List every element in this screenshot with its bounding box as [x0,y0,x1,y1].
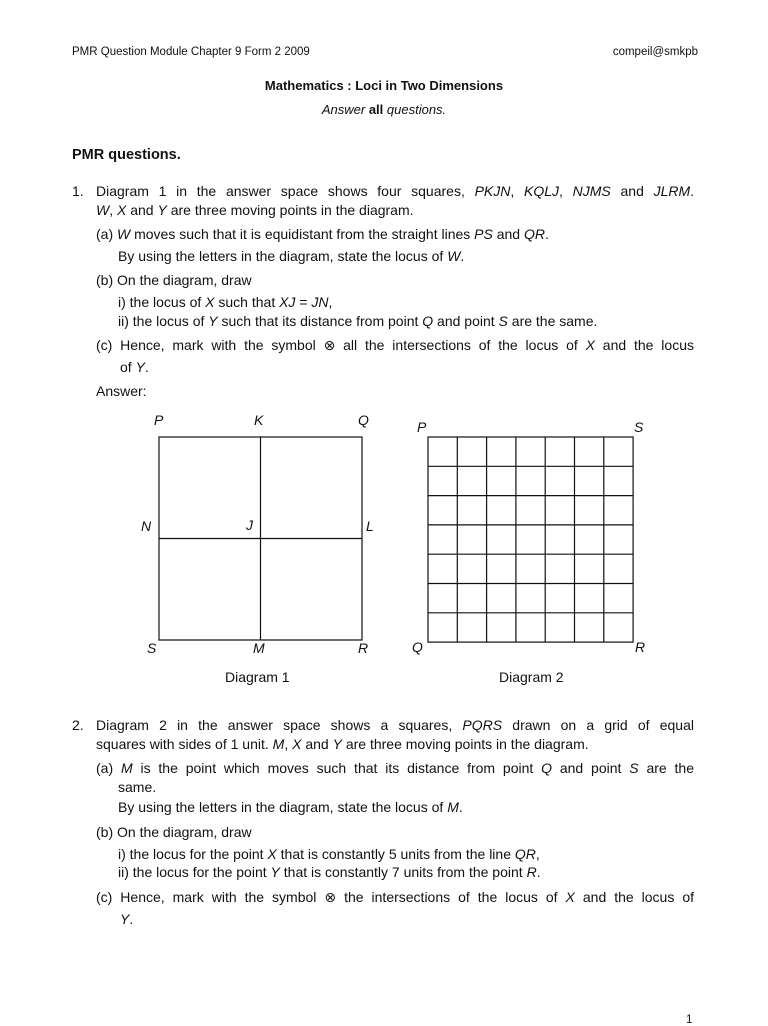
q2-part-b-line: (b) On the diagram, draw [96,824,252,840]
q2-part-c-line2: Y. [120,911,134,927]
q1-intro-line2: W, X and Y are three moving points in the diagram. [96,202,414,218]
diagram2-label-r: R [635,639,646,655]
diagram2-label-p: P [417,419,427,435]
q2-part-a-line1: (a) M is the point which moves such that its distance from point Q and point S are the [96,760,694,776]
q2-intro-line1: Diagram 2 in the answer space shows a squares, PQRS drawn on a grid of equal [96,717,694,733]
header-right: compeil@smkpb [612,46,698,58]
answer-label: Answer: [96,383,147,399]
diagram1-caption: Diagram 1 [225,669,290,685]
diagram2-grid [428,437,633,642]
q1-part-b-line: (b) On the diagram, draw [96,272,252,288]
q2-part-b-i: i) the locus for the point X that is constantly 5 units from the line QR, [118,846,540,862]
page-subtitle: Answer all questions. [321,102,447,117]
q2-part-b-ii: ii) the locus for the point Y that is constantly 7 units from the point R. [118,864,541,880]
diagram1-label-s: S [147,640,157,656]
diagram2-label-q: Q [412,639,423,655]
q2-intro-line2: squares with sides of 1 unit. M, X and Y are three moving points in the diagram. [96,736,589,752]
q1-part-c-line1: (c) Hence, mark with the symbol ⊗ all the intersections of the locus of X and the locus [96,337,694,353]
q2-part-a-line3: By using the letters in the diagram, state the locus of M. [118,799,463,815]
q1-part-b-i: i) the locus of X such that XJ = JN, [118,294,333,310]
header-left: PMR Question Module Chapter 9 Form 2 2009 [72,46,310,58]
diagram1-label-p: P [154,412,164,428]
diagram1-label-r: R [358,640,369,656]
diagram1-label-k: K [254,412,264,428]
q2-part-c-line1: (c) Hence, mark with the symbol ⊗ the intersections of the locus of X and the locus of [96,889,694,905]
q1-part-a-line2: By using the letters in the diagram, state the locus of W. [118,248,465,264]
q1-part-b-ii: ii) the locus of Y such that its distance from point Q and point S are the same. [118,313,598,329]
page-number: 1 [686,1014,693,1026]
q2-part-a-line2: same. [118,779,157,795]
q1-intro-line1: Diagram 1 in the answer space shows four squares, PKJN, KQLJ, NJMS and JLRM. [96,183,695,199]
diagram1-label-m: M [253,640,265,656]
section-heading: PMR questions. [72,147,181,163]
diagram1-label-q: Q [358,412,369,428]
q1-part-a-line1: (a) W moves such that it is equidistant from the straight lines PS and QR. [96,226,549,242]
diagram2-label-s: S [634,419,644,435]
q1-number: 1. [72,183,84,199]
diagram1-label-l: L [366,518,374,534]
page-title: Mathematics : Loci in Two Dimensions [264,78,504,93]
q2-number: 2. [72,717,84,733]
diagram1-label-n: N [141,518,152,534]
q1-part-c-line2: of Y. [120,359,149,375]
diagram2-caption: Diagram 2 [499,669,564,685]
diagram2-square-pqrs [428,437,633,642]
diagram1-label-j: J [246,517,253,533]
